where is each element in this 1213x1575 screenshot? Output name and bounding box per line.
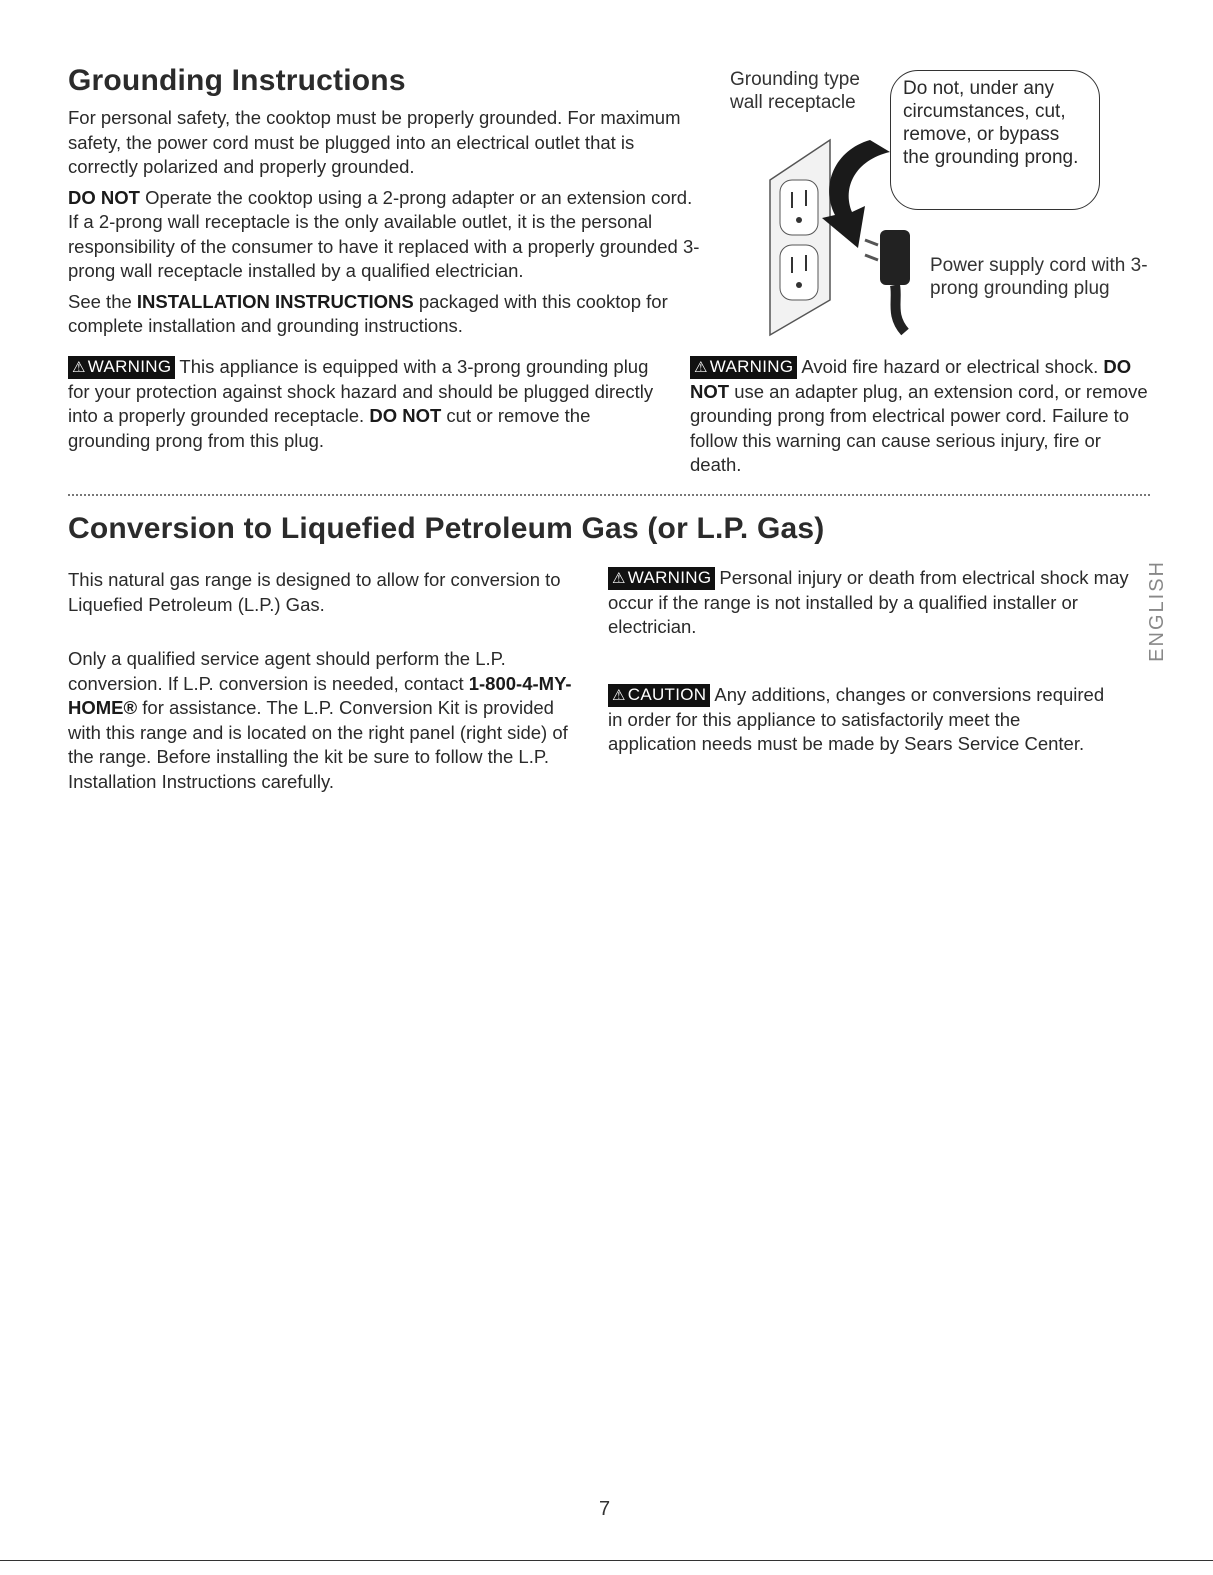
page-bottom-rule <box>0 1560 1213 1561</box>
grounding-paragraph-1: For personal safety, the cooktop must be properly grounded. For maximum safety, the power cord must be plugged into an electrical outlet that is correctly polarized and properly grounded. <box>68 107 681 177</box>
conversion-warning: ⚠ WARNING Personal injury or death from electrical shock may occur if the range is not installed by a qualified installer or electrician. <box>608 567 1129 637</box>
grounding-body <box>68 106 700 345</box>
warning-triangle-icon: ⚠ <box>612 570 626 587</box>
cord-label: Power supply cord with 3-prong grounding plug <box>930 255 1148 299</box>
receptacle-label: Grounding type wall receptacle <box>730 69 860 113</box>
caution-badge: ⚠ CAUTION <box>608 684 710 707</box>
warning-badge-right: ⚠ WARNING <box>690 356 797 379</box>
plug-icon <box>865 230 910 332</box>
side-tab-english: ENGLISH <box>1146 560 1168 662</box>
grounding-paragraph-3: See the INSTALLATION INSTRUCTIONS packaged with this cooktop for complete installation and grounding instructions. <box>68 290 668 336</box>
section-title-grounding: Grounding Instructions <box>68 64 406 97</box>
conversion-paragraph-2: Only a qualified service agent should perform the L.P. conversion. If L.P. conversion is needed, contact 1-800-4-MY-HOME® for assistance. The L.P. Conversion Kit is provided with this range and is located on the right panel (right side) of the range. Before installing the kit be sure to follow the L.P. Installation Instructions carefully. <box>68 648 572 792</box>
arrow-icon <box>822 140 890 248</box>
warning-badge-left: ⚠ WARNING <box>68 356 175 379</box>
conversion-body <box>68 568 583 794</box>
section-divider <box>68 494 1150 496</box>
grounding-paragraph-2: DO NOT Operate the cooktop using a 2-prong adapter or an extension cord. If a 2-prong wall receptacle is the only available outlet, it is the personal responsibility of the consumer to have it replaced with a properly grounded 3-prong wall receptacle installed by a qualified electrician. <box>68 186 700 281</box>
warning-badge-conversion: ⚠ WARNING <box>608 567 715 590</box>
callout-bubble: Do not, under any circumstances, cut, remove, or bypass the grounding prong. <box>890 70 1100 210</box>
conversion-paragraph-1: This natural gas range is designed to allow for conversion to Liquefied Petroleum (L.P.) Gas. <box>68 569 561 615</box>
page-number: 7 <box>599 1498 611 1520</box>
wall-plate <box>770 140 830 335</box>
section-title-conversion: Conversion to Liquefied Petroleum Gas (or L.P. Gas) <box>68 512 825 545</box>
caution-triangle-icon: ⚠ <box>612 687 626 704</box>
conversion-caution: ⚠ CAUTION Any additions, changes or conversions required in order for this appliance to satisfactorily meet the application needs must be made by Sears Service Center. <box>608 684 1105 754</box>
warning-right: ⚠ WARNING Avoid fire hazard or electrical shock. DO NOT use an adapter plug, an extension cord, or remove grounding prong from electrical power cord. Failure to follow this warning can cause serious injury, fire or death. <box>690 356 1148 475</box>
warning-triangle-icon: ⚠ <box>72 359 86 376</box>
warning-left: ⚠ WARNING This appliance is equipped with a 3-prong grounding plug for your protection against shock hazard and should be plugged directly into a properly grounded receptacle. DO NOT cut or remove the grounding prong from this plug. <box>68 356 654 451</box>
warning-triangle-icon: ⚠ <box>694 359 708 376</box>
